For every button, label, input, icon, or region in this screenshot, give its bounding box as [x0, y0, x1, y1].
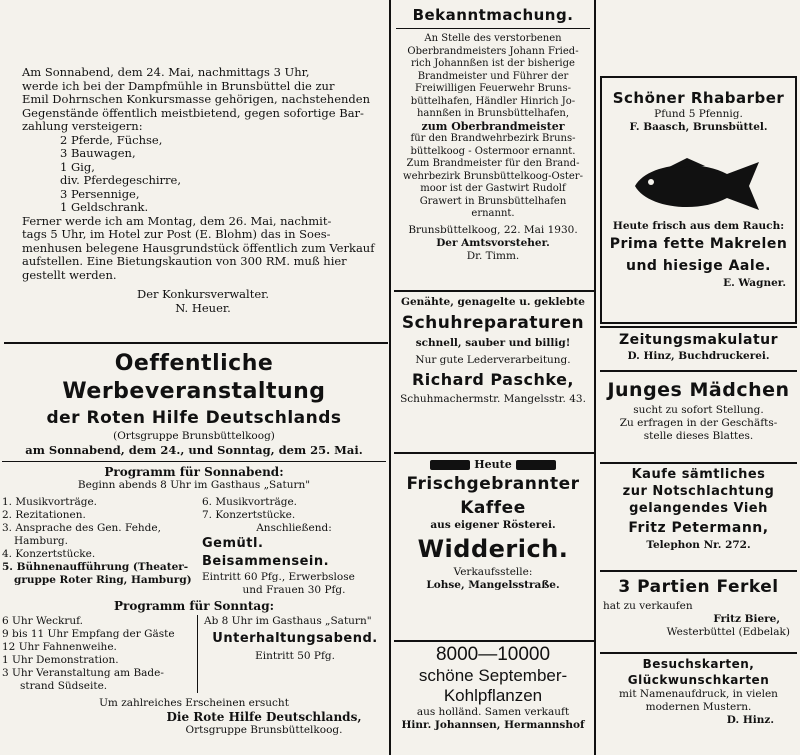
list-item: 1 Gig,	[60, 159, 95, 174]
piglet-line: hat zu verkaufen	[603, 600, 693, 612]
job-line: stelle dieses Blattes.	[643, 430, 754, 442]
program-saturday-right	[202, 496, 386, 597]
program-item: 9 bis 11 Uhr Empfang der Gäste	[2, 628, 175, 640]
coffee-today	[396, 458, 590, 471]
rhubarb-seller: F. Baasch, Brunsbüttel.	[629, 121, 768, 133]
auction-second	[22, 215, 384, 283]
text-line: gestellt werden.	[22, 267, 117, 282]
smoked-fish-ad	[603, 220, 794, 290]
list-item: 3 Bauwagen,	[60, 146, 136, 160]
event-signer-sub: Ortsgruppe Brunsbüttelkoog.	[185, 724, 343, 736]
fish-icon	[627, 156, 767, 216]
list-item: 1 Geldschrank.	[60, 200, 149, 214]
coffee-today-label: Heute	[474, 458, 512, 471]
event-group: (Ortsgruppe Brunsbüttelkoog)	[113, 430, 275, 442]
cattle-line: gelangendes Vieh	[629, 501, 768, 516]
text-line: An Stelle des verstorbenen	[424, 33, 562, 44]
text-line: büttelhafen, Händler Hinrich Jo-	[410, 95, 576, 107]
event-signer: Die Rote Hilfe Deutschlands,	[166, 710, 362, 724]
text-line: werde ich bei der Dampfmühle in Brunsbüttel die zur	[22, 78, 335, 93]
shoe-repair-ad	[396, 296, 590, 406]
fee-line: und Frauen 30 Pfg.	[242, 584, 346, 596]
paper-title: Zeitungsmakulatur	[618, 332, 779, 348]
piglet-place: Westerbüttel (Edbelak)	[666, 626, 790, 638]
text-line: Am Sonnabend, dem 24. Mai, nachmittags 3 Uhr,	[22, 65, 310, 79]
coffee-from: aus eigener Rösterei.	[430, 519, 556, 531]
fee-line: Eintritt 50 Pfg.	[255, 650, 335, 662]
cards-line: Glückwunschkarten	[627, 673, 770, 687]
invite-line: Um zahlreiches Erscheinen ersucht	[99, 697, 289, 709]
pointing-hand-icon	[430, 460, 470, 470]
text-line: wehrbezirk Brunsbüttelkoog-Oster-	[403, 170, 583, 182]
auction-intro	[22, 66, 384, 134]
piglet-ad	[603, 574, 794, 639]
cattle-ad	[603, 466, 794, 552]
program-item: 1 Uhr Demonstration.	[2, 654, 119, 666]
auction-notice	[22, 66, 384, 315]
cards-line: mit Namenaufdruck, in vielen	[619, 688, 778, 700]
text-line: Emil Dohrnschen Konkursmasse gehörigen, nachstehenden	[22, 92, 370, 106]
paper-seller: D. Hinz, Buchdruckerei.	[627, 350, 770, 362]
notice-role: zum Oberbrandmeister	[421, 119, 565, 133]
shoe-tagline: schnell, sauber und billig!	[415, 337, 571, 349]
notice-office: Der Amtsvorsteher.	[436, 236, 550, 249]
fish-line: und hiesige Aale.	[625, 258, 771, 274]
text-line: Freiwilligen Feuerwehr Bruns-	[415, 83, 571, 94]
notice-signer: Dr. Timm.	[466, 249, 520, 262]
shoe-line: Genähte, genagelte u. geklebte	[400, 296, 585, 308]
job-ad	[603, 376, 794, 443]
cabbage-line: Kohlpflanzen	[443, 686, 543, 705]
event-subtitle: der Roten Hilfe Deutschlands	[46, 408, 342, 428]
program-saturday-left	[2, 496, 202, 597]
job-line: Zu erfragen in der Geschäfts-	[619, 417, 778, 429]
divider	[4, 342, 388, 344]
shoe-address: Schuhmachermstr. Mangelsstr. 43.	[400, 393, 586, 405]
fire-brigade-notice	[396, 4, 590, 263]
divider	[2, 461, 386, 462]
notice-title: Bekanntmachung.	[412, 6, 574, 24]
text-line: Grawert in Brunsbüttelhafen	[419, 195, 567, 207]
coffee-outlet: Verkaufsstelle:	[453, 566, 533, 578]
program-item: 6 Uhr Weckruf.	[2, 615, 84, 627]
cattle-phone: Telephon Nr. 272.	[646, 539, 751, 551]
rhubarb-price: Pfund 5 Pfennig.	[654, 108, 743, 120]
text-line: menhusen belegene Hausgrundstück öffentlich zum Verkauf	[22, 240, 375, 255]
text-line: zahlung versteigern:	[22, 119, 143, 133]
list-item: 2 Pferde, Füchse,	[60, 132, 163, 147]
program-item: 2. Rezitationen.	[2, 509, 86, 521]
cabbage-seller: Hinr. Johannsen, Hermannshof	[401, 719, 585, 731]
event-title: Oeffentliche Werbeveranstaltung	[62, 351, 326, 404]
text-line: aufstellen. Eine Bietungskaution von 300 RM. muß hier	[22, 254, 347, 268]
program-item: Ab 8 Uhr im Gasthaus „Saturn"	[204, 615, 372, 627]
auction-signature-name: N. Heuer.	[175, 300, 231, 315]
cattle-line: zur Notschlachtung	[622, 484, 775, 499]
divider	[394, 640, 594, 642]
event-dates: am Sonnabend, dem 24., und Sonntag, dem 25. Mai.	[25, 443, 363, 457]
fish-line: Prima fette Makrelen	[609, 236, 788, 252]
text-line: Oberbrandmeisters Johann Fried-	[407, 45, 579, 57]
piglet-seller: Fritz Biere,	[713, 613, 780, 625]
cards-seller: D. Hinz.	[726, 714, 774, 726]
program-item: gruppe Roter Ring, Hamburg)	[14, 574, 192, 586]
social-evening: Gemütl. Beisammensein.	[202, 536, 330, 569]
coffee-headline-2: Kaffee	[460, 498, 526, 518]
job-title: Junges Mädchen	[607, 379, 790, 401]
list-item: 3 Persennige,	[60, 186, 140, 201]
auction-items	[22, 134, 384, 215]
program-item: 12 Uhr Fahnenweihe.	[2, 641, 117, 653]
divider	[396, 28, 590, 29]
program-item: Anschließend:	[256, 522, 332, 534]
program-item: 4. Konzertstücke.	[2, 548, 96, 560]
program-item: strand Südseite.	[20, 680, 108, 692]
divider	[600, 370, 797, 372]
column-rule	[594, 0, 596, 755]
program-item: 1. Musikvorträge.	[2, 496, 98, 508]
rhubarb-title: Schöner Rhabarber	[612, 89, 785, 107]
cards-ad	[603, 656, 794, 727]
cabbage-note: aus holländ. Samen verkauft	[416, 706, 570, 718]
entertainment-evening: Unterhaltungsabend.	[212, 631, 378, 646]
cards-line: Besuchskarten,	[642, 657, 755, 671]
text-line: Zum Brandmeister für den Brand-	[406, 158, 580, 169]
text-line: ernannt.	[471, 208, 515, 219]
text-line: für den Brandwehrbezirk Bruns-	[410, 133, 576, 144]
program-item: 6. Musikvorträge.	[202, 496, 298, 508]
job-line: sucht zu sofort Stellung.	[633, 404, 764, 416]
program-item: 7. Konzertstücke.	[202, 509, 296, 521]
program-item: Hamburg.	[14, 535, 68, 547]
program-sunday-right	[197, 615, 386, 693]
text-line: Gegenstände öffentlich meistbietend, gegen sofortige Bar-	[22, 105, 364, 120]
divider	[600, 570, 797, 572]
program-saturday-start: Beginn abends 8 Uhr im Gasthaus „Saturn"	[77, 479, 311, 491]
cabbage-ad	[396, 644, 590, 732]
text-line: rich Johannßen ist der bisherige	[411, 58, 575, 69]
program-sunday	[2, 615, 386, 693]
cabbage-quantity: 8000—10000	[435, 644, 551, 665]
column-rule	[389, 0, 391, 755]
program-sunday-heading: Programm für Sonntag:	[113, 599, 275, 613]
coffee-street: Lohse, Mangelsstraße.	[426, 579, 560, 591]
cattle-name: Fritz Petermann,	[628, 520, 769, 536]
divider	[600, 462, 797, 464]
event-ad	[2, 350, 386, 737]
cabbage-line: schöne September-	[418, 666, 568, 685]
shoe-headline: Schuhreparaturen	[401, 313, 585, 333]
program-item: 3. Ansprache des Gen. Fehde,	[2, 522, 161, 534]
divider	[394, 290, 594, 292]
program-item: 3 Uhr Veranstaltung am Bade-	[2, 667, 164, 679]
text-line: Ferner werde ich am Montag, dem 26. Mai, nachmit-	[22, 213, 332, 228]
auction-signature-title: Der Konkursverwalter.	[136, 287, 270, 301]
text-line: moor ist der Gastwirt Rudolf	[420, 183, 566, 194]
coffee-headline-1: Frischgebrannter	[406, 474, 580, 494]
divider	[600, 326, 797, 328]
cattle-line: Kaufe sämtliches	[631, 467, 766, 482]
piglet-title: 3 Partien Ferkel	[618, 577, 779, 597]
program-item: 5. Bühnenaufführung (Theater-	[2, 561, 189, 573]
fish-seller: E. Wagner.	[723, 277, 786, 289]
paper-ad	[603, 330, 794, 363]
text-line: tags 5 Uhr, im Hotel zur Post (E. Blohm) das in Soes-	[22, 227, 331, 241]
coffee-name: Widderich.	[417, 535, 569, 563]
coffee-ad	[396, 458, 590, 592]
shoe-name: Richard Paschke,	[411, 370, 575, 389]
program-saturday-heading: Programm für Sonnabend:	[104, 465, 284, 479]
pointing-hand-icon	[516, 460, 556, 470]
list-item: div. Pferdegeschirre,	[60, 173, 181, 187]
notice-dateline: Brunsbüttelkoog, 22. Mai 1930.	[408, 223, 578, 236]
text-line: hannßen in Brunsbüttelhafen,	[416, 108, 570, 119]
rhubarb-ad	[603, 88, 794, 134]
text-line: Brandmeister und Führer der	[417, 70, 569, 82]
fish-fresh: Heute frisch aus dem Rauch:	[612, 220, 785, 232]
text-line: büttelkoog - Ostermoor ernannt.	[410, 145, 576, 157]
fee-line: Eintritt 60 Pfg., Erwerbslose	[202, 571, 355, 583]
divider	[600, 652, 797, 654]
program-saturday	[2, 496, 386, 597]
program-sunday-left	[2, 615, 197, 693]
notice-body	[396, 33, 590, 221]
cards-line: modernen Mustern.	[645, 701, 752, 713]
shoe-note: Nur gute Lederverarbeitung.	[415, 354, 571, 366]
divider	[394, 452, 594, 454]
